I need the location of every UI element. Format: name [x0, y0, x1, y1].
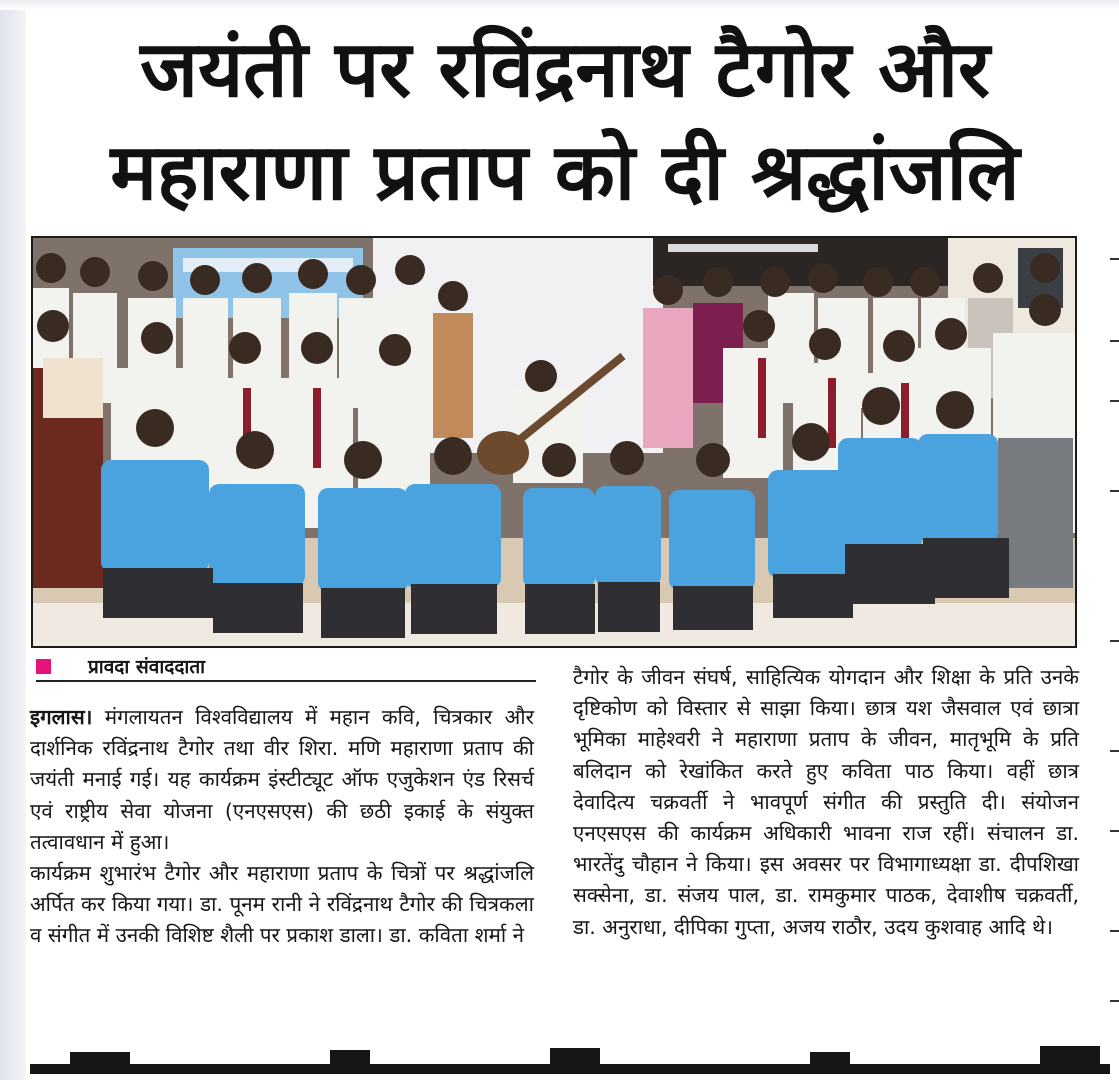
byline [36, 656, 536, 682]
next-headline-glyph-tops [30, 1046, 1110, 1080]
article-paragraph-1-text: मंगलायतन विश्वविद्यालय में महान कवि, चित्रकार और दार्शनिक रविंद्रनाथ टैगोर तथा वीर शिरा. मणि महाराणा प्रताप की जयंती मनाई गई। यह कार्यक्रम इंस्टीट्यूट ऑफ एजुकेशन एंड रिसर्च एवं राष्ट्रीय सेवा योजना (एनएसएस) की छठी इकाई के संयुक्त तत्वावधान में हुआ। [30, 705, 534, 854]
article-paragraph-2: कार्यक्रम शुभारंभ टैगोर और महाराणा प्रताप के चित्रों पर श्रद्धांजलि अर्पित कर किया गया। डा. पूनम रानी ने रविंद्रनाथ टैगोर की चित्रकला व संगीत में उनकी विशिष्ट शैली पर प्रकाश डाला। डा. कविता शर्मा ने [30, 861, 534, 948]
next-article-headline-cut [30, 1046, 1110, 1080]
article-dateline: इगलास। [30, 705, 93, 729]
headline-line-1: जयंती पर रविंद्रनाथ टैगोर और [140, 25, 990, 115]
article-paragraph-3: टैगोर के जीवन संघर्ष, साहित्यिक योगदान और शिक्षा के प्रति उनके दृष्टिकोण को विस्तार से साझा किया। छात्र यश जैसवाल एवं छात्रा भूमिका माहेश्वरी ने महाराणा प्रताप के जीवन, मातृभूमि के प्रति बलिदान को रेखांकित करते हुए कविता पाठ किया। वहीं छात्र देवादित्य चक्रवर्ती ने भावपूर्ण संगीत की प्रस्तुति दी। संयोजन एनएसएस की कार्यक्रम अधिकारी भावना राज रहीं। संचालन डा. भारतेंदु चौहान ने किया। इस अवसर पर विभागाध्यक्षा डा. दीपशिखा सक्सेना, डा. संजय पाल, डा. रामकुमार पाठक, देवाशीष चक्रवर्ती, डा. अनुराधा, दीपिका गुप्ता, अजय राठौर, उदय कुशवाह आदि थे। [573, 665, 1079, 939]
page-top-edge [0, 0, 1119, 10]
adjacent-column-fragment [1106, 230, 1119, 1030]
byline-marker [36, 659, 51, 674]
page-left-edge [0, 0, 26, 1080]
byline-name: प्रावदा संवाददाता [88, 656, 206, 678]
group-photo [31, 236, 1077, 648]
headline-line-2: महाराणा प्रताप को दी श्रद्धांजलि [110, 128, 1020, 218]
article-paragraph-1 [30, 702, 534, 858]
article-column-right [573, 662, 1079, 943]
article-column-left [30, 702, 534, 952]
group-photo-illustration [33, 238, 1075, 646]
